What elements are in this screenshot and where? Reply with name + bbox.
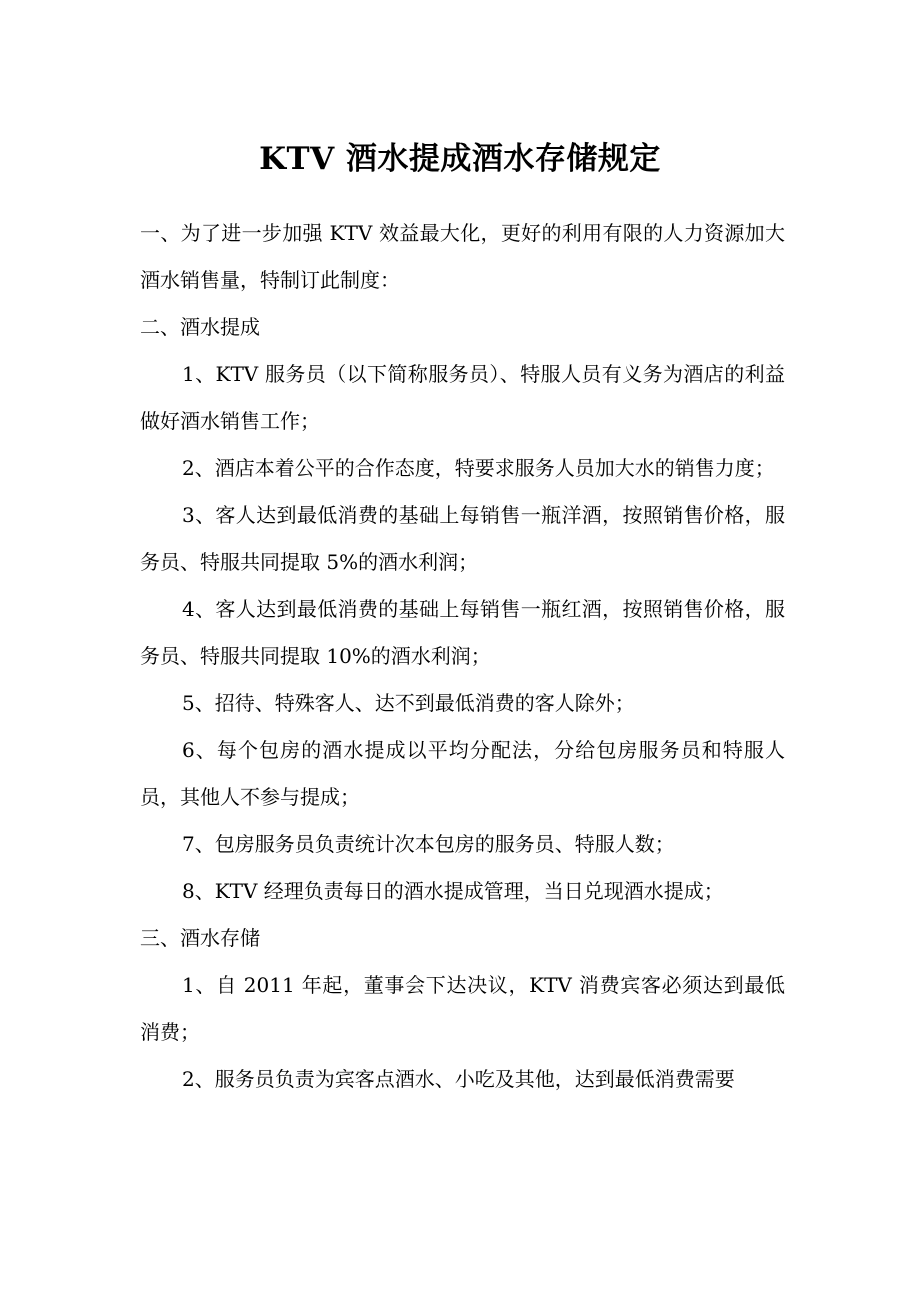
section-2-item-2: 2、酒店本着公平的合作态度，特要求服务人员加大水的销售力度； xyxy=(182,456,775,480)
document-body xyxy=(140,210,785,1103)
section-2-item-6: 6、每个包房的酒水提成以平均分配法，分给包房服务员和特服人员，其他人不参与提成； xyxy=(140,738,785,809)
section-2-item-1: 1、KTV 服务员（以下简称服务员）、特服人员有义务为酒店的利益做好酒水销售工作； xyxy=(140,362,785,433)
section-3-heading: 三、酒水存储 xyxy=(140,926,260,950)
section-3-item-2: 2、服务员负责为宾客点酒水、小吃及其他，达到最低消费需要 xyxy=(182,1067,735,1091)
section-2-item-7: 7、包房服务员负责统计次本包房的服务员、特服人数； xyxy=(182,832,675,856)
section-2-item-8: 8、KTV 经理负责每日的酒水提成管理，当日兑现酒水提成； xyxy=(182,879,724,903)
section-2-item-5: 5、招待、特殊客人、达不到最低消费的客人除外； xyxy=(182,691,635,715)
section-2-item-3: 3、客人达到最低消费的基础上每销售一瓶洋酒，按照销售价格，服务员、特服共同提取 5%的酒水利润； xyxy=(140,503,785,574)
section-3-item-1: 1、自 2011 年起，董事会下达决议，KTV 消费宾客必须达到最低消费； xyxy=(140,973,785,1044)
section-2-item-4: 4、客人达到最低消费的基础上每销售一瓶红酒，按照销售价格，服务员、特服共同提取 10%的酒水利润； xyxy=(140,597,785,668)
document-title: KTV 酒水提成酒水存储规定 xyxy=(259,140,661,177)
section-1-intro: 一、为了进一步加强 KTV 效益最大化，更好的利用有限的人力资源加大酒水销售量，特制订此制度： xyxy=(140,221,785,292)
section-2-heading: 二、酒水提成 xyxy=(140,315,260,339)
